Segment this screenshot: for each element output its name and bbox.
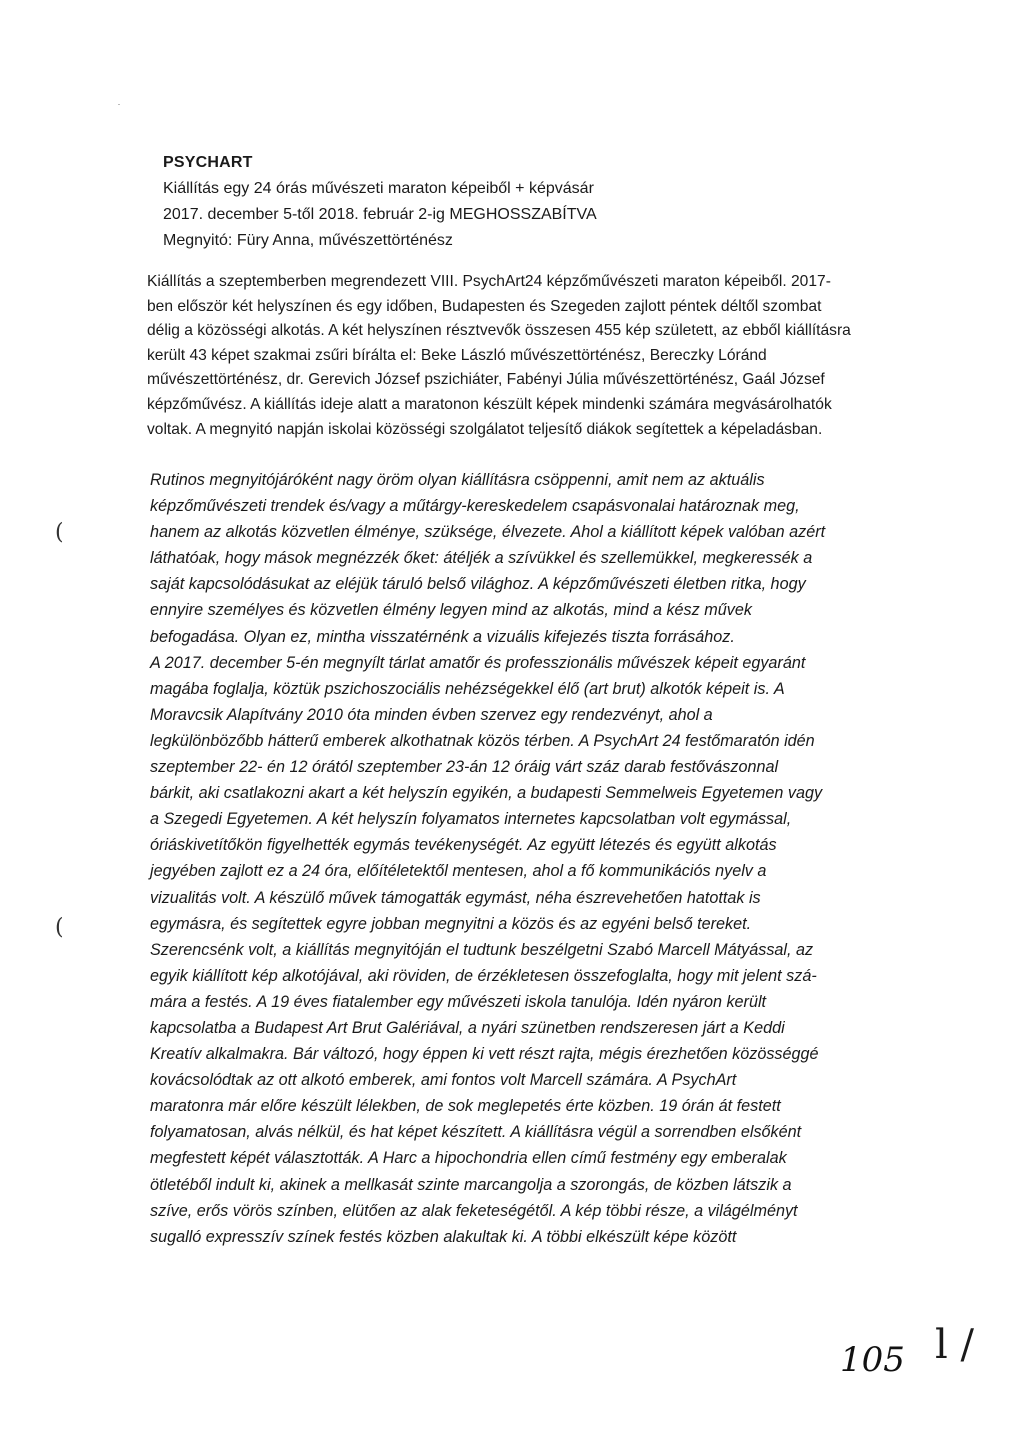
essay-line: legkülönbözőbb hátterű emberek alkothatnak közös térben. A PsychArt 24 festőmaratón idén <box>150 731 815 750</box>
exhibition-opener: Megnyitó: Füry Anna, művészettörténész <box>163 232 453 249</box>
essay-line: egyik kiállított kép alkotójával, aki röviden, de érzékletesen összefoglalta, hogy mit jelent szá- <box>150 966 817 985</box>
essay-line: Moravcsik Alapítvány 2010 óta minden évben szervez egy rendezvényt, ahol a <box>150 705 713 724</box>
essay-line: magába foglalja, köztük pszichoszociális nehézségekkel élő (art brut) alkotók képeit is. A <box>150 679 785 698</box>
essay-line: a Szegedi Egyetemen. A két helyszín folyamatos internetes kapcsolatban volt egymással, <box>150 810 792 829</box>
essay-line: ennyire személyes és közvetlen élmény legyen mind az alkotás, mind a kész művek <box>150 601 752 620</box>
intro-line: Kiállítás a szeptemberben megrendezett VIII. PsychArt24 képzőművészeti maraton képeiből. 2017- <box>147 273 831 290</box>
essay-line: szeptember 22- én 12 órától szeptember 23-án 12 óráig várt száz darab festővászonnal <box>150 758 779 777</box>
essay-line: óriáskivetítőkön figyelhették egymás tevékenységét. Az együtt létezés és együtt alkotás <box>150 836 777 855</box>
essay-line: egymásra, és segítettek egyre jobban megnyitni a közös és az egyéni belső tereket. <box>150 914 752 933</box>
essay-line: Rutinos megnyitójáróként nagy öröm olyan kiállításra csöppenni, amit nem az aktuális <box>150 471 765 489</box>
essay-line: saját kapcsolódásukat az eléjük táruló belső világhoz. A képzőművészeti életben ritka, hogy <box>150 575 806 594</box>
essay-line: hanem az alkotás közvetlen élménye, szüksége, élvezete. Ahol a kiállított képek valóban azért <box>150 523 826 542</box>
handwritten-page-number: 105 <box>840 1340 905 1380</box>
scan-speck <box>118 104 120 105</box>
essay-line: megfestett képét választották. A Harc a hipochondria ellen című festmény egy emberalak <box>150 1149 787 1168</box>
essay-line: Szerencsénk volt, a kiállítás megnyitóján el tudtunk beszélgetni Szabó Marcell Mátyással, az <box>150 940 814 959</box>
essay-line: kovácsolódtak az ott alkotó emberek, ami fontos volt Marcell számára. A PsychArt <box>150 1071 737 1090</box>
intro-line: művészettörténész, dr. Gerevich József pszichiáter, Fabényi Júlia művészettörténész, Gaál József <box>147 371 825 389</box>
margin-bracket-mark: ( <box>55 915 64 940</box>
essay-line: kapcsolatba a Budapest Art Brut Galériával, a nyári szünetben rendszeresen járt a Keddi <box>150 1018 785 1037</box>
document-header <box>163 150 923 254</box>
essay-line: jegyében zajlott ez a 24 óra, előítéletektől mentesen, ahol a fő kommunikációs nyelv a <box>150 862 767 881</box>
intro-line: került 43 képet szakmai zsűri bírálta el: Beke László művészettörténész, Bereczky Lóránd <box>147 346 767 364</box>
handwritten-corner-marks: l / <box>935 1322 974 1368</box>
document-subtitle: Kiállítás egy 24 órás művészeti maraton képeiből + képvásár <box>163 180 594 197</box>
essay-line: befogadása. Olyan ez, mintha visszatérnénk a vizuális kifejezés tiszta forrásához. <box>150 627 735 646</box>
essay-line: Kreatív alkalmakra. Bár változó, hogy éppen ki vett részt rajta, mégis érezhetően közösséggé <box>150 1045 819 1064</box>
intro-paragraph <box>147 270 932 442</box>
essay-line: láthatóak, hogy mások megnézzék őket: átéljék a szívükkel és szellemükkel, megkeressék a <box>150 549 813 568</box>
essay-line: vizualitás volt. A készülő művek támogatták egymást, néha észrevehetően hatottak is <box>150 888 761 907</box>
essay-line: sugalló expresszív színek festés közben alakultak ki. A többi elkészült képe között <box>150 1227 737 1246</box>
intro-line: ben először két helyszínen és egy időben, Budapesten és Szegeden zajlott péntek déltől szombat <box>147 297 822 315</box>
essay-line: szíve, erős vörös színben, elütően az alak feketeségétől. A kép többi része, a világélményt <box>150 1201 798 1220</box>
essay-line: maratonra már előre készült lélekben, de sok meglepetés érte közben. 19 órán át festett <box>150 1097 781 1116</box>
essay-body <box>150 467 940 1250</box>
essay-line: képzőművészeti trendek és/vagy a műtárgy-kereskedelem csapásvonalai határoznak meg, <box>150 497 800 516</box>
essay-line: folyamatosan, alvás nélkül, és hat képet készített. A kiállításra végül a sorrendben elsőként <box>150 1123 802 1142</box>
margin-bracket-mark: ( <box>55 520 64 545</box>
intro-line: voltak. A megnyitó napján iskolai közösségi szolgálatot teljesítő diákok segítettek a képeladásban. <box>147 420 823 438</box>
essay-line: bárkit, aki csatlakozni akart a két helyszín egyikén, a budapesti Semmelweis Egyetemen vagy <box>150 784 823 803</box>
essay-line: A 2017. december 5-én megnyílt tárlat amatőr és professzionális művészek képeit egyaránt <box>150 653 806 672</box>
intro-line: délig a közösségi alkotás. A két helyszínen résztvevők összesen 455 kép született, az ebből kiállításra <box>147 322 851 340</box>
exhibition-dates: 2017. december 5-től 2018. február 2-ig MEGHOSSZABÍTVA <box>163 206 597 223</box>
essay-line: ötletéből indult ki, akinek a mellkasát szinte marcangolja a szorongás, de közben látszik a <box>150 1175 792 1194</box>
essay-line: mára a festés. A 19 éves fiatalember egy művészeti iskola tanulója. Idén nyáron került <box>150 992 767 1011</box>
intro-line: képzőművész. A kiállítás ideje alatt a maratonon készült képek mindenki számára megvásárolhatók <box>147 395 832 413</box>
document-title: PSYCHART <box>163 154 253 171</box>
